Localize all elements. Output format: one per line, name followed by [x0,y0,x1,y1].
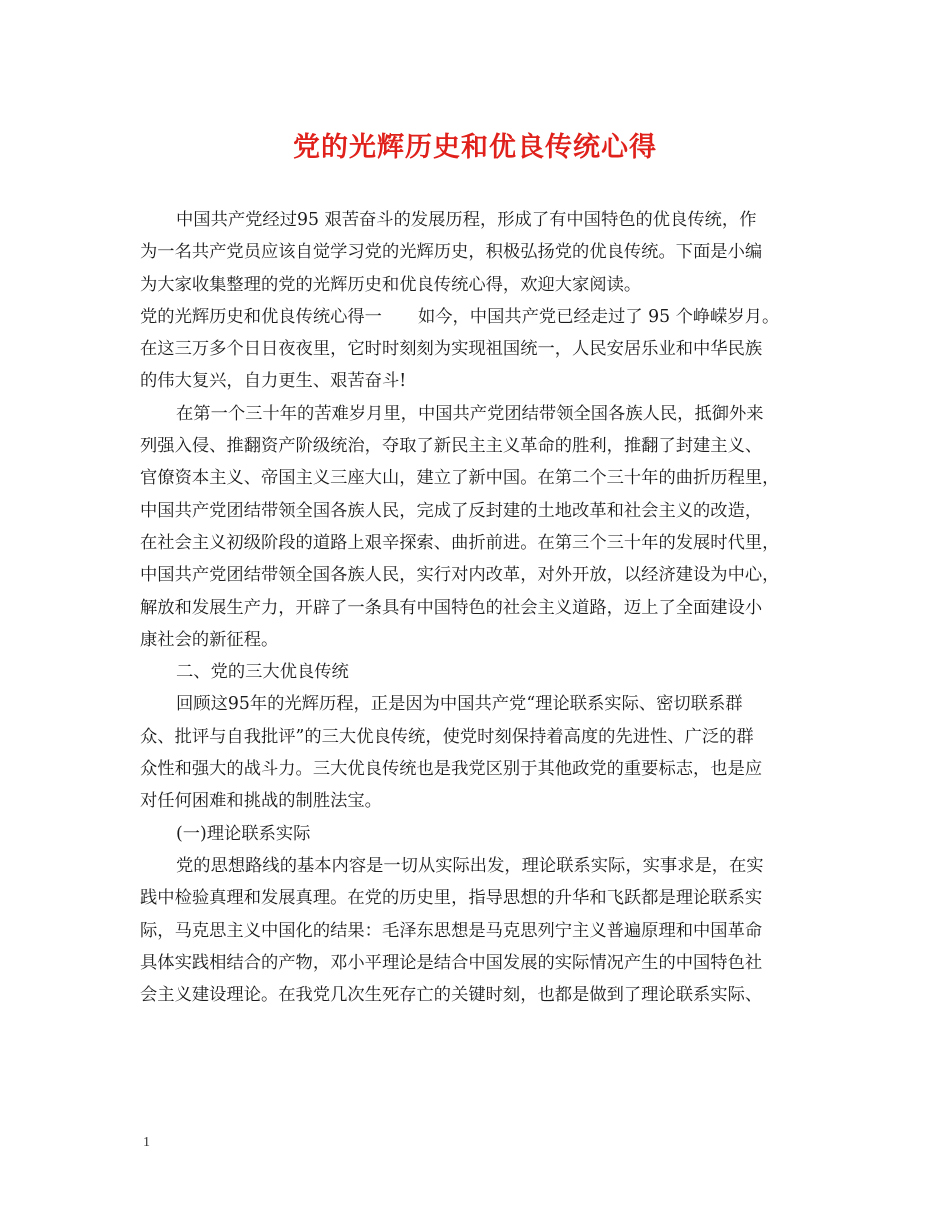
intro-line-3: 为大家收集整理的党的光辉历史和优良传统心得，欢迎大家阅读。 [140,274,642,295]
section1-line-1 [140,301,816,333]
para4-line-1: 党的思想路线的基本内容是一切从实际出发，理论联系实际，实事求是，在实 [176,855,764,876]
heading-3: (一)理论联系实际 [176,823,311,844]
para2-line-2: 列强入侵、推翻资产阶级统治，夺取了新民主主义革命的胜利，推翻了封建主义、 [140,436,763,457]
section1-heading: 党的光辉历史和优良传统心得一 [140,306,382,327]
section1-line-2: 在这三万多个日日夜夜里，它时时刻刻为实现祖国统一，人民安居乐业和中华民族 [140,339,763,360]
para2-line-8: 康社会的新征程。 [140,629,279,650]
section1-line-3: 的伟大复兴，自力更生、艰苦奋斗! [140,371,407,392]
section1-line-1-tail: 如今，中国共产党已经走过了 95 个峥嵘岁月。 [417,306,780,327]
para2-line-7: 解放和发展生产力，开辟了一条具有中国特色的社会主义道路，迈上了全面建设小 [140,597,763,618]
heading-2: 二、党的三大优良传统 [176,662,349,683]
para4-line-4: 具体实践相结合的产物，邓小平理论是结合中国发展的实际情况产生的中国特色社 [140,952,763,973]
page-number: 1 [143,1135,150,1150]
para3-line-4: 对任何困难和挑战的制胜法宝。 [140,791,382,812]
para2-line-6: 中国共产党团结带领全国各族人民，实行对内改革，对外开放，以经济建设为中心， [140,565,780,586]
document-title: 党的光辉历史和优良传统心得 [293,132,657,163]
para4-line-5: 会主义建设理论。在我党几次生死存亡的关键时刻，也都是做到了理论联系实际、 [140,985,763,1006]
intro-line-2: 为一名共产党员应该自觉学习党的光辉历史，积极弘扬党的优良传统。下面是小编 [140,242,763,263]
para3-line-1: 回顾这95年的光辉历程，正是因为中国共产党“理论联系实际、密切联系群 [176,694,743,715]
para2-line-5: 在社会主义初级阶段的道路上艰辛探索、曲折前进。在第三个三十年的发展时代里， [140,532,780,553]
para3-line-3: 众性和强大的战斗力。三大优良传统也是我党区别于其他政党的重要标志，也是应 [140,759,763,780]
intro-line-1: 中国共产党经过95 艰苦奋斗的发展历程，形成了有中国特色的优良传统，作 [176,210,757,230]
para4-line-2: 践中检验真理和发展真理。在党的历史里，指导思想的升华和飞跃都是理论联系实 [140,888,763,909]
document-body [140,204,816,1011]
para3-line-2: 众、批评与自我批评”的三大优良传统，使党时刻保持着高度的先进性、广泛的群 [140,726,754,747]
para2-line-3: 官僚资本主义、帝国主义三座大山，建立了新中国。在第二个三十年的曲折历程里， [140,468,780,489]
para2-line-1: 在第一个三十年的苦难岁月里，中国共产党团结带领全国各族人民，抵御外来 [176,403,764,424]
para2-line-4: 中国共产党团结带领全国各族人民，完成了反封建的土地改革和社会主义的改造， [140,500,763,521]
para4-line-3: 际，马克思主义中国化的结果：毛泽东思想是马克思列宁主义普遍原理和中国革命 [140,920,763,941]
